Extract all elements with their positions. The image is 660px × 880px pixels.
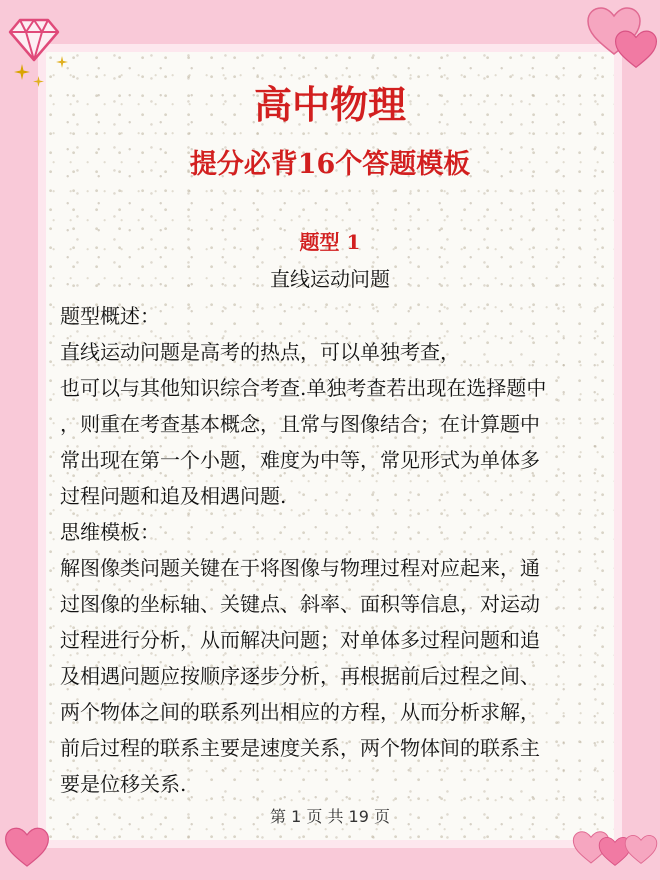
heart-icon <box>614 28 658 72</box>
overview-line: 过程问题和追及相遇问题. <box>60 484 287 508</box>
question-type-label: 题型 1 <box>299 230 361 254</box>
page-title: 高中物理 <box>253 82 406 127</box>
overview-line: 直线运动问题是高考的热点，可以单独考查， <box>60 340 460 364</box>
diamond-icon <box>8 14 60 62</box>
template-line: 过图像的坐标轴、关键点、斜率、面积等信息，对运动 <box>60 592 540 616</box>
template-line: 前后过程的联系主要是速度关系，两个物体间的联系主 <box>60 736 540 760</box>
sparkle-icon <box>14 64 30 80</box>
content-body <box>60 298 608 802</box>
page-footer: 第 1 页 共 19 页 <box>270 807 390 826</box>
heart-icon <box>4 826 50 870</box>
sparkle-icon <box>56 56 68 68</box>
overview-line: ，则重在考查基本概念，且常与图像结合；在计算题中 <box>60 412 540 436</box>
template-line: 及相遇问题应按顺序逐步分析，再根据前后过程之间、 <box>60 664 540 688</box>
template-line: 解图像类问题关键在于将图像与物理过程对应起来，通 <box>60 556 540 580</box>
overview-line: 也可以与其他知识综合考查.单独考查若出现在选择题中 <box>60 376 547 400</box>
overview-heading: 题型概述： <box>60 304 160 328</box>
template-line: 过程进行分析，从而解决问题；对单体多过程问题和追 <box>60 628 540 652</box>
page-subtitle: 提分必背16个答题模板 <box>189 149 471 180</box>
template-heading: 思维模板： <box>60 520 160 544</box>
heart-icon <box>624 834 658 866</box>
template-line: 两个物体之间的联系列出相应的方程，从而分析求解， <box>60 700 540 724</box>
overview-line: 常出现在第一个小题，难度为中等，常见形式为单体多 <box>60 448 540 472</box>
template-line: 要是位移关系. <box>60 772 187 796</box>
question-name: 直线运动问题 <box>270 267 390 291</box>
